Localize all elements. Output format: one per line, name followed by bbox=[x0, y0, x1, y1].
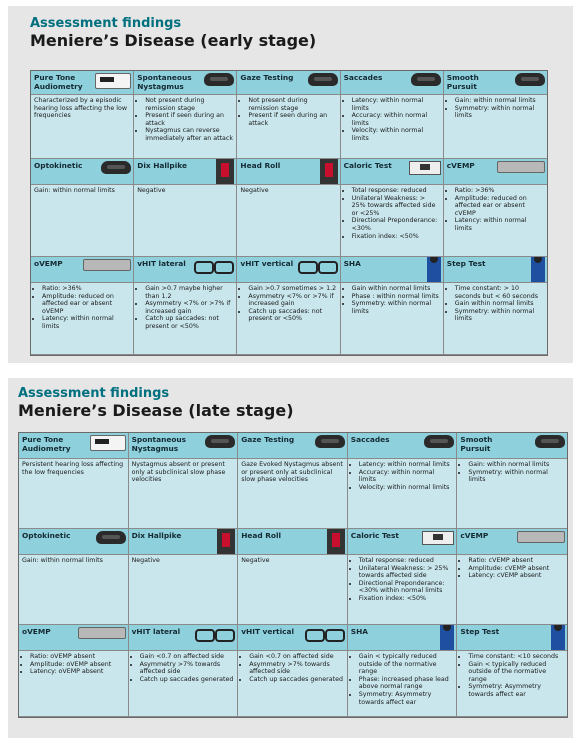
exam-chair-icon bbox=[217, 529, 235, 555]
finding-item: • Latency: within normal limits bbox=[359, 461, 454, 469]
test-header-cell bbox=[341, 159, 444, 185]
exam-chair-icon bbox=[320, 159, 338, 185]
early-stage-card bbox=[8, 6, 573, 363]
findings-table-early bbox=[30, 70, 548, 356]
test-name: Gaze Testing bbox=[241, 435, 295, 444]
finding-item: • Symmetry: within normal limits bbox=[352, 300, 440, 315]
finding-text: Gain: within normal limits bbox=[34, 187, 115, 194]
rotary-chair-icon bbox=[427, 257, 441, 283]
vng-goggles-icon bbox=[204, 73, 234, 86]
finding-item: • Total response: reduced bbox=[359, 557, 454, 565]
finding-cell bbox=[348, 651, 458, 717]
finding-cell bbox=[134, 95, 237, 159]
vhit-glasses-icon bbox=[194, 259, 234, 273]
finding-item: • Velocity: within normal limits bbox=[359, 484, 454, 492]
finding-cell bbox=[457, 555, 567, 625]
finding-text: Nystagmus absent or present only at subclinical slow phase velocities bbox=[131, 461, 226, 484]
test-name: Dix Hallpike bbox=[131, 531, 182, 540]
finding-item: • Symmetry: Asymmetry towards affect ear bbox=[359, 691, 454, 706]
finding-text: Gain: within normal limits bbox=[22, 557, 103, 564]
finding-cell bbox=[238, 459, 348, 529]
test-header-cell bbox=[238, 529, 348, 555]
finding-list bbox=[22, 653, 125, 676]
finding-item: • Gain <0.7 on affected side bbox=[140, 653, 235, 661]
finding-cell bbox=[19, 651, 129, 717]
vng-goggles-icon bbox=[96, 531, 126, 544]
test-header-cell bbox=[341, 257, 444, 283]
test-header-cell bbox=[237, 71, 340, 95]
finding-item: • Time constant: > 10 seconds but < 60 seconds bbox=[455, 285, 544, 300]
finding-cell bbox=[129, 555, 239, 625]
test-name: Spontaneous Nystagmus bbox=[131, 435, 187, 453]
finding-item: • Not present during remission stage bbox=[248, 97, 336, 112]
finding-item: • Symmetry: within normal limits bbox=[455, 105, 544, 120]
test-name: vHIT lateral bbox=[137, 259, 186, 268]
test-header-cell bbox=[444, 159, 547, 185]
test-name: Saccades bbox=[343, 73, 383, 82]
finding-item: • Gain within normal limits bbox=[352, 285, 440, 293]
finding-item: • Latency: cVEMP absent bbox=[468, 572, 564, 580]
finding-list bbox=[137, 285, 233, 331]
finding-item: • Latency: within normal limits bbox=[42, 315, 130, 330]
late-stage-header bbox=[18, 386, 558, 420]
finding-cell bbox=[444, 283, 547, 355]
test-header-cell bbox=[457, 625, 567, 651]
vhit-glasses-icon bbox=[195, 627, 235, 641]
vng-goggles-icon bbox=[205, 435, 235, 448]
finding-list bbox=[447, 187, 544, 233]
finding-list bbox=[447, 285, 544, 323]
finding-cell bbox=[348, 555, 458, 625]
finding-item: • Gain: within normal limits bbox=[468, 461, 564, 469]
finding-cell bbox=[31, 283, 134, 355]
finding-cell bbox=[237, 185, 340, 257]
finding-list bbox=[137, 97, 233, 143]
vng-goggles-icon bbox=[315, 435, 345, 448]
finding-item: • Directional Preponderance: <30% within normal limits bbox=[359, 580, 454, 595]
finding-cell bbox=[237, 283, 340, 355]
finding-cell bbox=[444, 95, 547, 159]
finding-item: • Unilateral Weakness: > 25% towards affected side bbox=[359, 565, 454, 580]
finding-item: • Gain < typically reduced outside of the normative range bbox=[359, 653, 454, 676]
finding-item: • Gain >0.7 maybe higher than 1.2 bbox=[145, 285, 233, 300]
test-header-cell bbox=[444, 71, 547, 95]
test-name: Dix Hallpike bbox=[137, 161, 187, 170]
finding-list bbox=[351, 557, 454, 603]
section-eyebrow: Assessment findings bbox=[18, 386, 170, 401]
exam-chair-icon bbox=[327, 529, 345, 555]
finding-text: Gaze Evoked Nystagmus absent or present only at subclinical slow phase velocities bbox=[241, 461, 343, 484]
finding-item: • Phase: increased phase lead above normal range bbox=[359, 676, 454, 691]
finding-item: • Present if seen during an attack bbox=[248, 112, 336, 127]
finding-item: • Asymmetry >7% towards affected side bbox=[140, 661, 235, 676]
finding-item: • Catch up saccades generated bbox=[140, 676, 235, 684]
vng-goggles-icon bbox=[515, 73, 545, 86]
finding-item: • Amplitude: cVEMP absent bbox=[468, 565, 564, 573]
finding-cell bbox=[31, 95, 134, 159]
finding-item: • Ratio: oVEMP absent bbox=[30, 653, 125, 661]
finding-item: • Symmetry: within normal limits bbox=[455, 308, 544, 323]
finding-text: Negative bbox=[131, 557, 160, 564]
finding-list bbox=[447, 97, 544, 120]
finding-cell bbox=[134, 185, 237, 257]
finding-item: • Catch up saccades generated bbox=[249, 676, 344, 684]
finding-item: • Latency: within normal limits bbox=[455, 217, 544, 232]
finding-cell bbox=[238, 555, 348, 625]
finding-item: • Latency: oVEMP absent bbox=[30, 668, 125, 676]
finding-item: • Fixation index: <50% bbox=[352, 233, 440, 241]
test-header-cell bbox=[457, 433, 567, 459]
finding-cell bbox=[134, 283, 237, 355]
finding-cell bbox=[237, 95, 340, 159]
vng-goggles-icon bbox=[101, 161, 131, 174]
finding-item: • Gain within normal limits bbox=[455, 300, 544, 308]
finding-text: Negative bbox=[240, 187, 269, 194]
test-name: cVEMP bbox=[446, 161, 475, 170]
test-header-cell bbox=[238, 433, 348, 459]
findings-table-late bbox=[18, 432, 568, 718]
finding-list bbox=[460, 653, 564, 699]
finding-text: Negative bbox=[241, 557, 270, 564]
finding-item: • Total response: reduced bbox=[352, 187, 440, 195]
vemp-device-icon bbox=[78, 627, 126, 639]
test-name: Step Test bbox=[446, 259, 486, 268]
test-header-cell bbox=[19, 529, 129, 555]
test-header-cell bbox=[134, 159, 237, 185]
finding-item: • Asymmetry <7% or >7% if increased gain bbox=[248, 293, 336, 308]
test-header-cell bbox=[31, 71, 134, 95]
finding-item: • Directional Preponderance: <30% bbox=[352, 217, 440, 232]
finding-item: • Accuracy: within normal limits bbox=[352, 112, 440, 127]
finding-cell bbox=[341, 283, 444, 355]
finding-item: • Symmetry: Asymmetry towards affect ear bbox=[468, 683, 564, 698]
finding-list bbox=[240, 285, 336, 323]
finding-item: • Fixation index: <50% bbox=[359, 595, 454, 603]
vng-goggles-icon bbox=[424, 435, 454, 448]
test-name: cVEMP bbox=[460, 531, 489, 540]
vemp-device-icon bbox=[83, 259, 131, 271]
finding-list bbox=[344, 97, 440, 143]
finding-item: • Ratio: >36% bbox=[42, 285, 130, 293]
finding-cell bbox=[444, 185, 547, 257]
finding-text: Characterized by a episodic hearing loss affecting the low frequencies bbox=[34, 97, 128, 120]
test-name: vHIT vertical bbox=[240, 259, 294, 268]
caloric-irrigator-icon bbox=[409, 161, 441, 175]
finding-item: • Gain: within normal limits bbox=[455, 97, 544, 105]
finding-item: • Phase : within normal limits bbox=[352, 293, 440, 301]
test-name: Pure Tone Audiometry bbox=[34, 73, 83, 91]
vng-goggles-icon bbox=[308, 73, 338, 86]
finding-item: • Gain >0.7 sometimes > 1.2 bbox=[248, 285, 336, 293]
test-header-cell bbox=[31, 257, 134, 283]
test-name: Head Roll bbox=[241, 531, 282, 540]
finding-item: • Nystagmus can reverse immediately after an attack bbox=[145, 127, 233, 142]
finding-cell bbox=[457, 459, 567, 529]
finding-cell bbox=[129, 459, 239, 529]
test-header-cell bbox=[348, 529, 458, 555]
finding-item: • Amplitude: oVEMP absent bbox=[30, 661, 125, 669]
test-name: Step Test bbox=[460, 627, 500, 636]
finding-cell bbox=[341, 185, 444, 257]
test-header-cell bbox=[444, 257, 547, 283]
test-name: SHA bbox=[343, 259, 361, 268]
finding-item: • Accuracy: within normal limits bbox=[359, 469, 454, 484]
finding-text: Persistent hearing loss affecting the low frequencies bbox=[22, 461, 124, 476]
finding-list bbox=[460, 461, 564, 484]
finding-item: • Amplitude: reduced on affected ear or absent oVEMP bbox=[42, 293, 130, 316]
test-header-cell bbox=[348, 433, 458, 459]
finding-item: • Time constant: <10 seconds bbox=[468, 653, 564, 661]
finding-item: • Catch up saccades: not present or <50% bbox=[145, 315, 233, 330]
finding-item: • Catch up saccades: not present or <50% bbox=[248, 308, 336, 323]
finding-item: • Latency: within normal limits bbox=[352, 97, 440, 112]
finding-item: • Amplitude: reduced on affected ear or absent cVEMP bbox=[455, 195, 544, 218]
finding-item: • Gain <0.7 on affected side bbox=[249, 653, 344, 661]
finding-cell bbox=[19, 459, 129, 529]
section-eyebrow: Assessment findings bbox=[30, 16, 182, 31]
finding-item: • Velocity: within normal limits bbox=[352, 127, 440, 142]
finding-item: • Present if seen during an attack bbox=[145, 112, 233, 127]
exam-chair-icon bbox=[216, 159, 234, 185]
finding-list bbox=[241, 653, 344, 683]
vng-goggles-icon bbox=[411, 73, 441, 86]
finding-item: • Symmetry: within normal limits bbox=[468, 469, 564, 484]
test-name: Gaze Testing bbox=[240, 73, 294, 82]
test-header-cell bbox=[457, 529, 567, 555]
vhit-glasses-icon bbox=[305, 627, 345, 641]
late-stage-card bbox=[8, 378, 573, 738]
finding-list bbox=[351, 461, 454, 491]
finding-cell bbox=[129, 651, 239, 717]
test-header-cell bbox=[348, 625, 458, 651]
test-name: Saccades bbox=[350, 435, 390, 444]
test-name: Caloric Test bbox=[343, 161, 392, 170]
finding-cell bbox=[31, 185, 134, 257]
test-name: Smooth Pursuit bbox=[460, 435, 493, 453]
test-name: oVEMP bbox=[22, 627, 51, 636]
vemp-device-icon bbox=[497, 161, 545, 173]
test-name: oVEMP bbox=[34, 259, 63, 268]
finding-item: • Asymmetry <7% or >7% if increased gain bbox=[145, 300, 233, 315]
test-header-cell bbox=[31, 159, 134, 185]
finding-item: • Not present during remission stage bbox=[145, 97, 233, 112]
rotary-chair-icon bbox=[440, 625, 454, 651]
test-name: Caloric Test bbox=[350, 531, 399, 540]
section-title: Meniere’s Disease (late stage) bbox=[18, 401, 294, 420]
test-header-cell bbox=[238, 625, 348, 651]
test-header-cell bbox=[129, 529, 239, 555]
early-stage-header bbox=[30, 16, 544, 50]
test-header-cell bbox=[19, 433, 129, 459]
finding-cell bbox=[238, 651, 348, 717]
finding-cell bbox=[348, 459, 458, 529]
finding-list bbox=[460, 557, 564, 580]
finding-cell bbox=[457, 651, 567, 717]
finding-cell bbox=[19, 555, 129, 625]
test-header-cell bbox=[129, 625, 239, 651]
test-header-cell bbox=[237, 257, 340, 283]
test-name: Head Roll bbox=[240, 161, 281, 170]
test-header-cell bbox=[129, 433, 239, 459]
finding-item: • Ratio: >36% bbox=[455, 187, 544, 195]
finding-list bbox=[344, 187, 440, 240]
finding-text: Negative bbox=[137, 187, 166, 194]
test-header-cell bbox=[237, 159, 340, 185]
finding-cell bbox=[341, 95, 444, 159]
finding-item: • Gain < typically reduced outside of the normative range bbox=[468, 661, 564, 684]
vhit-glasses-icon bbox=[298, 259, 338, 273]
vemp-device-icon bbox=[517, 531, 565, 543]
finding-list bbox=[34, 285, 130, 331]
test-name: vHIT vertical bbox=[241, 627, 294, 636]
finding-list bbox=[132, 653, 235, 683]
test-name: Optokinetic bbox=[34, 161, 83, 170]
test-name: Spontaneous Nystagmus bbox=[137, 73, 192, 91]
audiometer-icon bbox=[90, 435, 126, 451]
vng-goggles-icon bbox=[535, 435, 565, 448]
finding-list bbox=[351, 653, 454, 706]
test-header-cell bbox=[134, 71, 237, 95]
finding-list bbox=[240, 97, 336, 127]
test-name: Smooth Pursuit bbox=[446, 73, 479, 91]
finding-list bbox=[344, 285, 440, 315]
audiometer-icon bbox=[95, 73, 131, 89]
test-name: Pure Tone Audiometry bbox=[22, 435, 71, 453]
test-name: Optokinetic bbox=[22, 531, 71, 540]
finding-item: • Asymmetry >7% towards affected side bbox=[249, 661, 344, 676]
section-title: Meniere’s Disease (early stage) bbox=[30, 31, 317, 50]
finding-item: • Ratio: cVEMP absent bbox=[468, 557, 564, 565]
finding-item: • Unilateral Weakness: > 25% towards affected side or <25% bbox=[352, 195, 440, 218]
rotary-chair-icon bbox=[531, 257, 545, 283]
test-name: SHA bbox=[350, 627, 369, 636]
test-header-cell bbox=[19, 625, 129, 651]
test-name: vHIT lateral bbox=[131, 627, 181, 636]
test-header-cell bbox=[341, 71, 444, 95]
caloric-irrigator-icon bbox=[422, 531, 454, 545]
rotary-chair-icon bbox=[551, 625, 565, 651]
test-header-cell bbox=[134, 257, 237, 283]
